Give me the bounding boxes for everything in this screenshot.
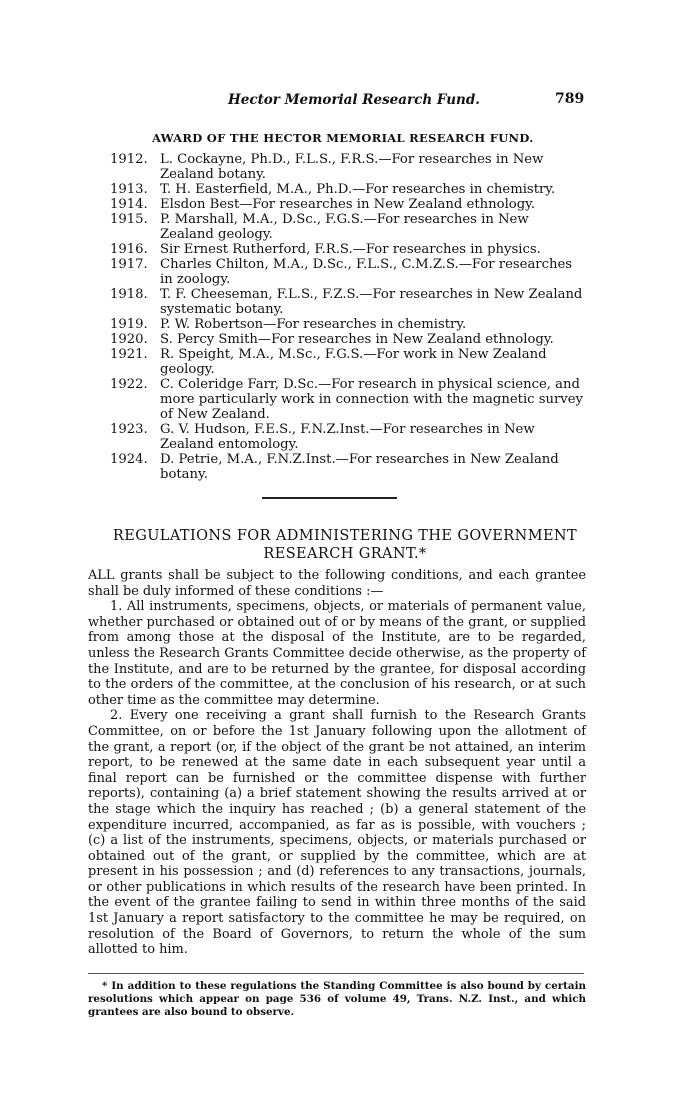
award-text: P. W. Robertson—For researches in chemistry. xyxy=(160,317,467,332)
award-text: L. Cockayne, Ph.D., F.L.S., F.R.S.—For researches in New Zealand botany. xyxy=(160,152,544,182)
regulations-title xyxy=(100,527,590,563)
award-list xyxy=(110,152,585,482)
award-heading: AWARD OF THE HECTOR MEMORIAL RESEARCH FUND. xyxy=(152,131,534,145)
award-year: 1923. xyxy=(110,422,148,437)
award-year: 1917. xyxy=(110,257,148,272)
award-year: 1920. xyxy=(110,332,148,347)
award-year: 1915. xyxy=(110,212,148,227)
award-item xyxy=(110,197,585,212)
regulations-title-line-1: REGULATIONS FOR ADMINISTERING THE GOVERNMENT xyxy=(112,528,578,544)
award-item xyxy=(110,422,585,452)
award-text: Sir Ernest Rutherford, F.R.S.—For researches in physics. xyxy=(160,242,541,257)
award-item xyxy=(110,257,585,287)
award-item xyxy=(110,317,585,332)
award-item xyxy=(110,452,585,482)
regulations-intro: ALL grants shall be subject to the following conditions, and each grantee shall be duly informed of these conditions :— xyxy=(88,568,586,599)
award-year: 1921. xyxy=(110,347,148,362)
award-item xyxy=(110,242,585,257)
award-year: 1916. xyxy=(110,242,148,257)
award-year: 1918. xyxy=(110,287,148,302)
section-divider xyxy=(262,497,397,499)
page-number: 789 xyxy=(555,91,585,107)
award-item xyxy=(110,182,585,197)
award-item xyxy=(110,377,585,422)
regulations-body xyxy=(88,568,586,958)
award-text: R. Speight, M.A., M.Sc., F.G.S.—For work in New Zealand geology. xyxy=(160,347,547,377)
award-text: S. Percy Smith—For researches in New Zealand ethnology. xyxy=(160,332,554,347)
award-year: 1914. xyxy=(110,197,148,212)
award-item xyxy=(110,152,585,182)
award-text: C. Coleridge Farr, D.Sc.—For research in physical science, and more particularly work in connection with the magnetic survey of New Zealand. xyxy=(160,377,584,422)
award-text: Elsdon Best—For researches in New Zealand ethnology. xyxy=(160,197,536,212)
award-item xyxy=(110,287,585,317)
award-text: G. V. Hudson, F.E.S., F.N.Z.Inst.—For researches in New Zealand entomology. xyxy=(160,422,535,452)
award-text: T. H. Easterfield, M.A., Ph.D.—For researches in chemistry. xyxy=(160,182,556,197)
running-title: Hector Memorial Research Fund. xyxy=(228,92,480,108)
award-text: T. F. Cheeseman, F.L.S., F.Z.S.—For researches in New Zealand systematic botany. xyxy=(160,287,583,317)
award-text: P. Marshall, M.A., D.Sc., F.G.S.—For researches in New Zealand geology. xyxy=(160,212,529,242)
footnote: * In addition to these regulations the Standing Committee is also bound by certain resolutions which appear on page 536 of volume 49, Trans. N.Z. Inst., and which grantees are also bound to observe. xyxy=(88,980,586,1018)
award-item xyxy=(110,212,585,242)
award-year: 1913. xyxy=(110,182,148,197)
award-year: 1924. xyxy=(110,452,148,467)
award-item xyxy=(110,332,585,347)
award-text: D. Petrie, M.A., F.N.Z.Inst.—For researches in New Zealand botany. xyxy=(160,452,559,482)
regulation-paragraph-1: 1. All instruments, specimens, objects, or materials of permanent value, whether purchased or obtained out of or by means of the grant, or supplied from among those at the disposal of the Institute, are to be regarded, unless the Research Grants Committee decide otherwise, as the property of the Institute, and are to be returned by the grantee, for disposal according to the orders of the committee, at the conclusion of his research, or at such other time as the committee may determine. xyxy=(88,599,586,708)
award-year: 1912. xyxy=(110,152,148,167)
regulations-title-line-2: RESEARCH GRANT.* xyxy=(263,546,427,562)
award-year: 1922. xyxy=(110,377,148,392)
award-year: 1919. xyxy=(110,317,148,332)
award-text: Charles Chilton, M.A., D.Sc., F.L.S., C.M.Z.S.—For researches in zoology. xyxy=(160,257,573,287)
regulation-paragraph-2: 2. Every one receiving a grant shall furnish to the Research Grants Committee, on or before the 1st January following upon the allotment of the grant, a report (or, if the object of the grant be not attained, an interim report, to be renewed at the same date in each subsequent year until a final report can be furnished or the committee dispense with further reports), containing (a) a brief statement showing the results arrived at or the stage which the inquiry has reached ; (b) a general statement of the expenditure incurred, accompanied, as far as is possible, with vouchers ; (c) a list of the instruments, specimens, objects, or materials purchased or obtained out of the grant, or supplied by the committee, which are at present in his possession ; and (d) references to any transactions, journals, or other publications in which results of the research have been printed. In the event of the grantee failing to send in within three months of the said 1st January a report satisfactory to the committee he may be required, on resolution of the Board of Governors, to return the whole of the sum allotted to him. xyxy=(88,708,586,958)
footnote-divider xyxy=(88,973,584,974)
award-item xyxy=(110,347,585,377)
